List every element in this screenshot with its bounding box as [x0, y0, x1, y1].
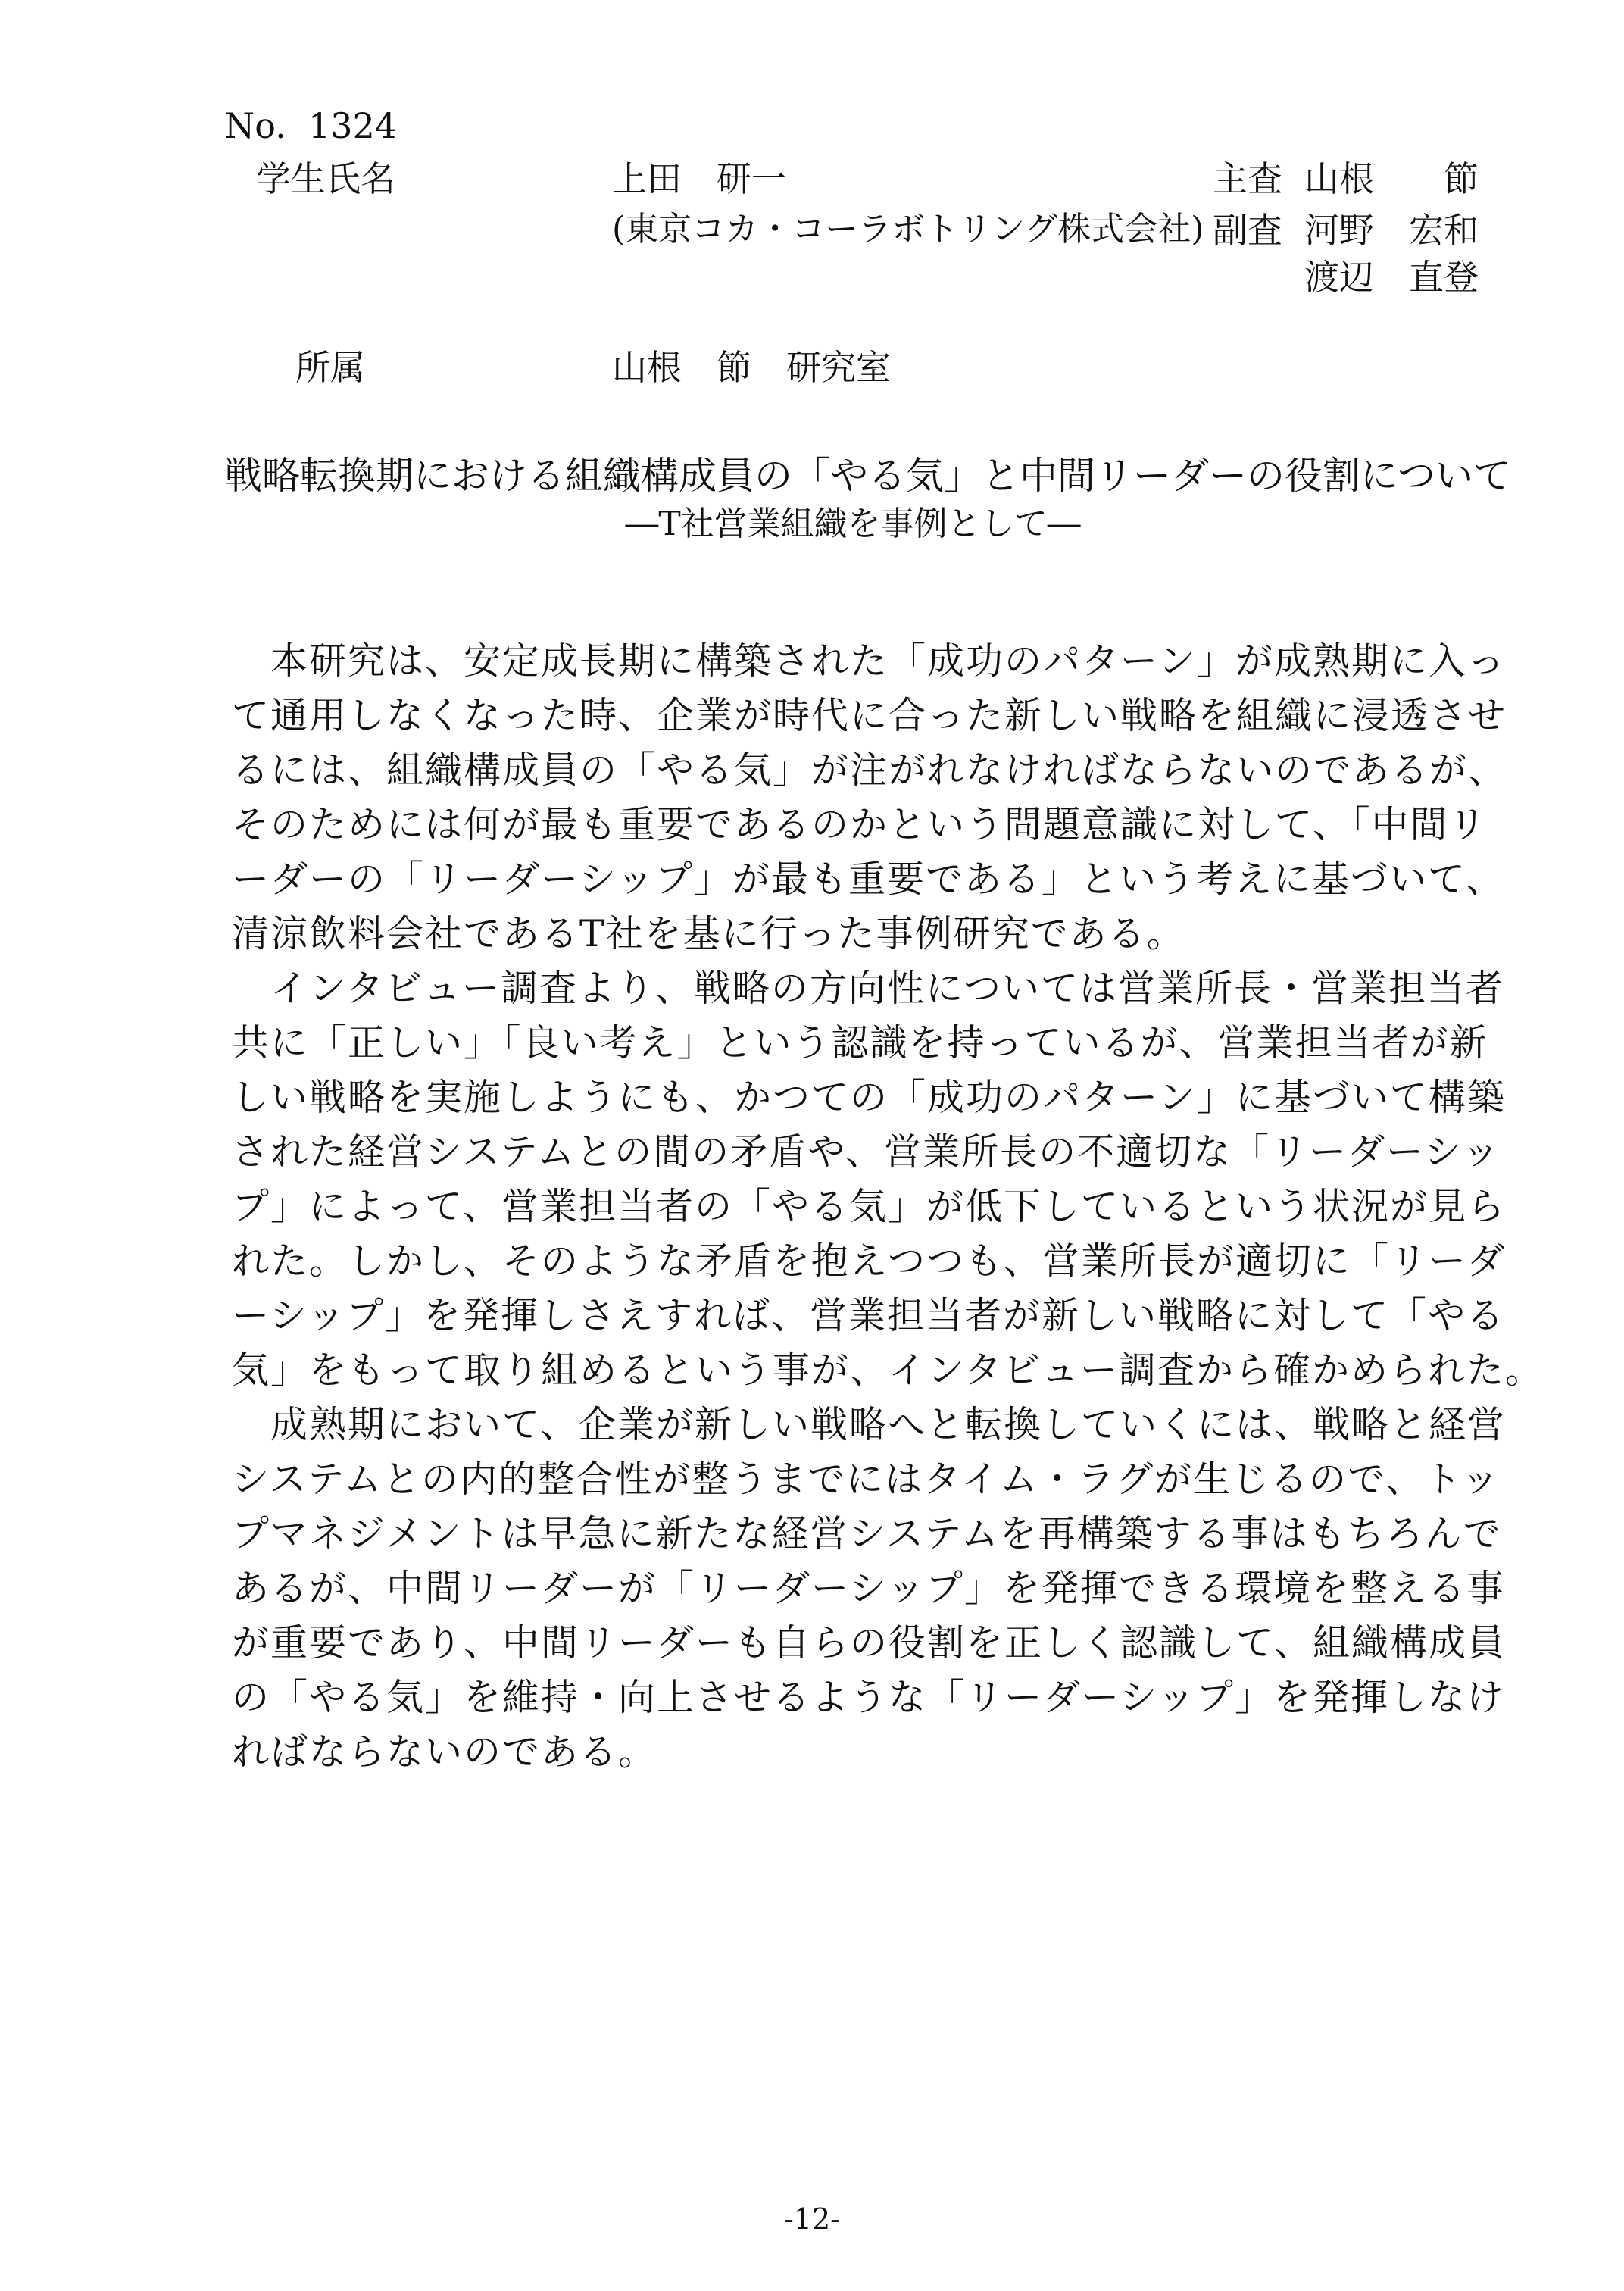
sub-examiner-label: 副査	[1213, 210, 1282, 251]
body-line: 共に「正しい」「良い考え」という認識を持っているが、営業担当者が新	[232, 1021, 1488, 1064]
body-line: ればならないのである。	[232, 1730, 657, 1774]
student-company: (東京コカ・コーラボトリング株式会社)	[612, 210, 1204, 248]
page-number: -12-	[783, 2202, 841, 2236]
body-line: システムとの内的整合性が整うまでにはタイム・ラグが生じるので、トッ	[232, 1458, 1501, 1501]
body-line: ーダーの「リーダーシップ」が最も重要である」という考えに基づいて、	[232, 858, 1505, 901]
paper-subtitle: ―T社営業組織を事例として―	[625, 505, 1081, 543]
body-line: の「やる気」を維持・向上させるような「リーダーシップ」を発揮しなけ	[232, 1676, 1506, 1719]
body-line: しい戦略を実施しようにも、かつての「成功のパターン」に基づいて構築	[232, 1076, 1507, 1119]
body-line: プマネジメントは早急に新たな経営システムを再構築する事はもちろんで	[232, 1512, 1502, 1555]
chief-examiner-name: 山根 節	[1304, 158, 1479, 199]
student-name-label: 学生氏名	[256, 158, 395, 199]
paper-title: 戦略転換期における組織構成員の「やる気」と中間リーダーの役割について	[224, 454, 1511, 498]
body-line: 気」をもって取り組めるという事が、インタビュー調査から確かめられた。	[232, 1349, 1544, 1392]
body-line: るには、組織構成員の「やる気」が注がれなければならないのであるが、	[232, 749, 1507, 792]
body-line: ーシップ」を発揮しさえすれば、営業担当者が新しい戦略に対して「やる	[232, 1294, 1506, 1337]
body-line: 成熟期において、企業が新しい戦略へと転換していくには、戦略と経営	[232, 1403, 1507, 1446]
body-line: れた。しかし、そのような矛盾を抱えつつも、営業所長が適切に「リーダ	[232, 1239, 1507, 1283]
body-line: された経営システムとの間の矛盾や、営業所長の不適切な「リーダーシッ	[232, 1130, 1501, 1174]
body-line: て通用しなくなった時、企業が時代に合った新しい戦略を組織に浸透させ	[232, 694, 1507, 737]
sub-examiner-2: 渡辺 直登	[1304, 257, 1479, 298]
body-line: そのためには何が最も重要であるのかという問題意識に対して、「中間リ	[232, 803, 1488, 846]
body-line: が重要であり、中間リーダーも自らの役割を正しく認識して、組織構成員	[232, 1621, 1507, 1664]
student-name: 上田 研一	[612, 158, 786, 199]
body-line: あるが、中間リーダーが「リーダーシップ」を発揮できる環境を整える事	[232, 1567, 1506, 1610]
sub-examiner-1: 河野 宏和	[1304, 210, 1479, 251]
body-line: プ」によって、営業担当者の「やる気」が低下しているという状況が見ら	[232, 1185, 1507, 1228]
document-number: No. 1324	[224, 105, 398, 146]
body-line: インタビュー調査より、戦略の方向性については営業所長・営業担当者	[232, 967, 1505, 1010]
body-line: 清涼飲料会社であるT社を基に行った事例研究である。	[232, 912, 1185, 955]
affiliation-value: 山根 節 研究室	[612, 347, 891, 388]
affiliation-label: 所属	[295, 347, 365, 388]
body-line: 本研究は、安定成長期に構築された「成功のパターン」が成熟期に入っ	[232, 639, 1507, 683]
chief-examiner-label: 主査	[1213, 158, 1282, 199]
